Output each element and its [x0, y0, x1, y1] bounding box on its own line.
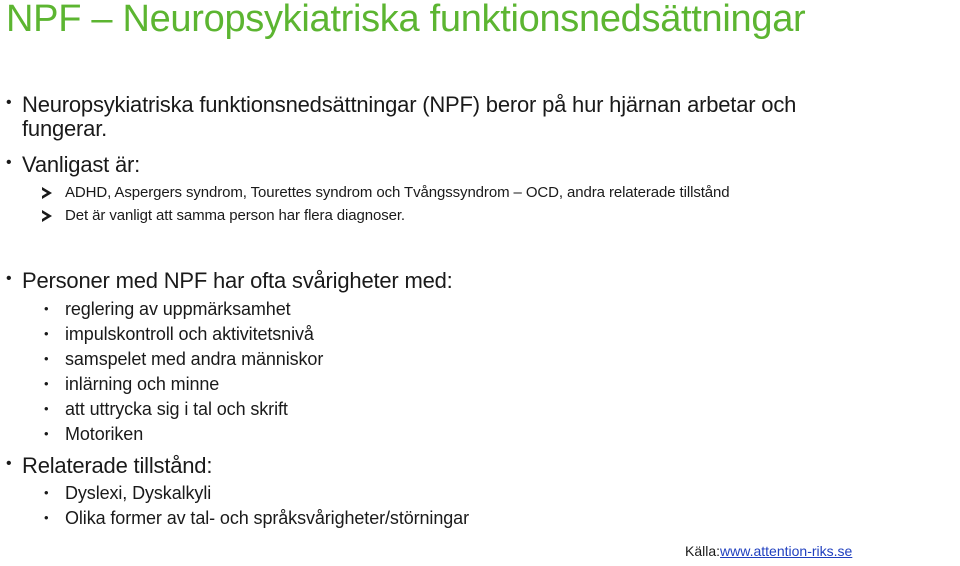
source-link[interactable]: www.attention-riks.se: [720, 543, 853, 559]
difficulty-item: inlärning och minne: [65, 374, 220, 394]
difficulty-item: Motoriken: [65, 424, 144, 444]
slide-title: NPF – Neuropsykiatriska funktionsnedsättningar: [6, 0, 806, 40]
common-item: ADHD, Aspergers syndrom, Tourettes syndrom och Tvångssyndrom – OCD, andra relaterade tillstånd: [65, 184, 730, 201]
arrow-bullet-icon: [42, 187, 52, 199]
arrow-bullet-icon: [42, 210, 52, 222]
bullet-dot: •: [44, 510, 49, 525]
difficulties-heading: Personer med NPF har ofta svårigheter med:: [22, 268, 453, 293]
related-item: Dyslexi, Dyskalkyli: [65, 483, 212, 503]
intro-line-2: fungerar.: [22, 116, 108, 141]
bullet-dot: •: [44, 301, 49, 316]
difficulty-item: reglering av uppmärksamhet: [65, 299, 291, 319]
source-credit: [685, 543, 852, 559]
common-item: Det är vanligt att samma person har flera diagnoser.: [65, 207, 405, 224]
bullet-dot: •: [6, 94, 12, 111]
related-item: Olika former av tal- och språksvårigheter/störningar: [65, 508, 469, 528]
common-heading: Vanligast är:: [22, 152, 141, 177]
difficulty-item: att uttrycka sig i tal och skrift: [65, 399, 288, 419]
bullet-dot: •: [6, 154, 12, 171]
intro-line-1: Neuropsykiatriska funktionsnedsättningar (NPF) beror på hur hjärnan arbetar och: [22, 92, 797, 117]
bullet-dot: •: [44, 426, 49, 441]
bullet-dot: •: [44, 326, 49, 341]
bullet-dot: •: [6, 270, 12, 287]
difficulty-item: samspelet med andra människor: [65, 349, 324, 369]
difficulty-item: impulskontroll och aktivitetsnivå: [65, 324, 314, 344]
bullet-dot: •: [44, 351, 49, 366]
bullet-dot: •: [44, 376, 49, 391]
bullet-dot: •: [44, 485, 49, 500]
source-label: Källa:: [685, 543, 721, 559]
bullet-dot: •: [44, 401, 49, 416]
related-heading: Relaterade tillstånd:: [22, 453, 213, 478]
bullet-dot: •: [6, 455, 12, 472]
